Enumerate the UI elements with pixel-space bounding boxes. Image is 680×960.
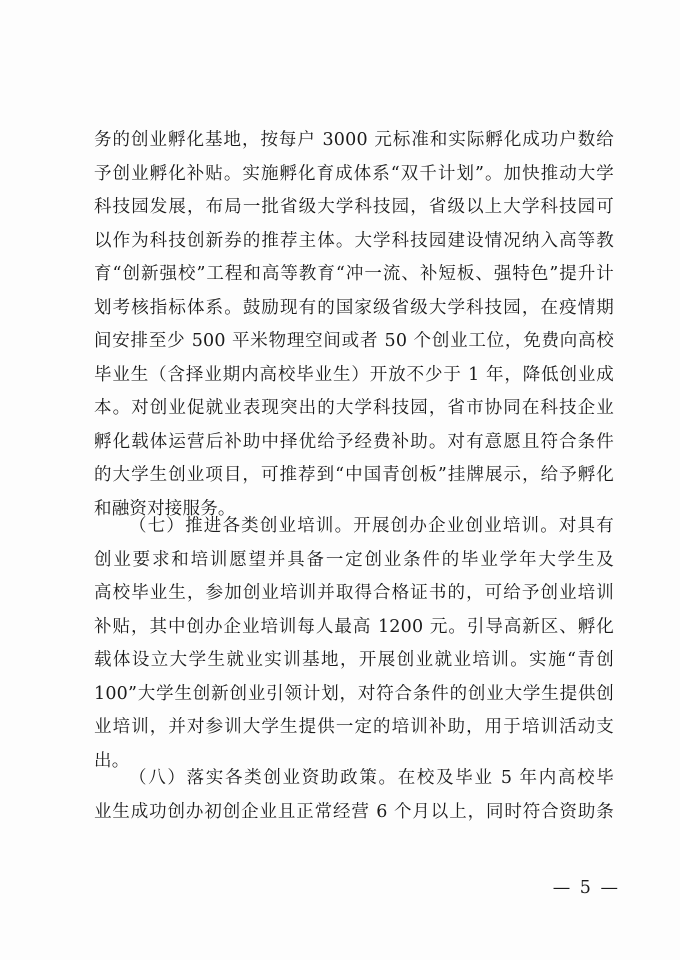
- text-line: 业生成功创办初创企业且正常经营 6 个月以上，同时符合资助条: [94, 801, 614, 822]
- text-line: 毕业生（含择业期内高校毕业生）开放不少于 1 年，降低创业成: [94, 364, 614, 385]
- text-line: 补贴，其中创办企业培训每人最高 1200 元。引导高新区、孵化: [94, 616, 614, 637]
- text-line: 和融资对接服务。: [94, 498, 236, 519]
- text-line: 予创业孵化补贴。实施孵化育成体系“双千计划”。加快推动大学: [94, 163, 614, 184]
- text-line: 间安排至少 500 平米物理空间或者 50 个创业工位，免费向高校: [94, 331, 614, 351]
- text-line: 育“创新强校”工程和高等教育“冲一流、补短板、强特色”提升计: [94, 264, 614, 284]
- text-line: 科技园发展，布局一批省级大学科技园，省级以上大学科技园可: [94, 197, 614, 217]
- text-line: 100”大学生创新创业引领计划，对符合条件的创业大学生提供创: [94, 683, 614, 704]
- text-line: 业培训，并对参训大学生提供一定的培训补助，用于培训活动支: [94, 717, 614, 737]
- text-line: 本。对创业促就业表现突出的大学科技园，省市协同在科技企业: [94, 398, 614, 418]
- text-line: 划考核指标体系。鼓励现有的国家级省级大学科技园，在疫情期: [94, 297, 614, 318]
- paragraph-incubation: [94, 124, 614, 526]
- text-line: （七）推进各类创业培训。开展创办企业创业培训。对具有: [129, 516, 614, 536]
- text-line: 的大学生创业项目，可推荐到“中国青创板”挂牌展示，给予孵化: [94, 465, 614, 485]
- text-line: 高校毕业生，参加创业培训并取得合格证书的，可给予创业培训: [94, 583, 614, 603]
- paragraph-training: [94, 510, 614, 778]
- text-line: 出。: [94, 750, 130, 771]
- text-line: 创业要求和培训愿望并具备一定创业条件的毕业学年大学生及: [94, 549, 614, 570]
- text-line: 务的创业孵化基地，按每户 3000 元标准和实际孵化成功户数给: [94, 130, 614, 150]
- text-line: （八）落实各类创业资助政策。在校及毕业 5 年内高校毕: [129, 768, 614, 788]
- page-number: — 5 —: [552, 878, 620, 898]
- text-line: 孵化载体运营后补助中择优给予经费补助。对有意愿且符合条件: [94, 431, 614, 452]
- text-line: 载体设立大学生就业实训基地，开展创业就业培训。实施“青创: [94, 650, 614, 670]
- text-line: 以作为科技创新券的推荐主体。大学科技园建设情况纳入高等教: [94, 230, 614, 251]
- paragraph-funding: [94, 762, 614, 829]
